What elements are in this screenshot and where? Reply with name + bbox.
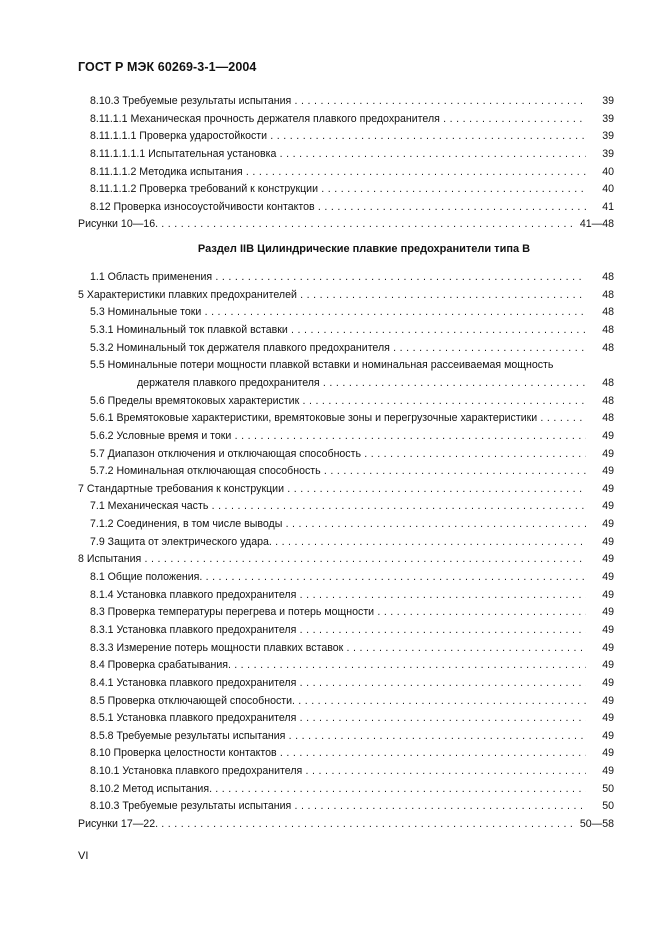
- toc-entry-page: 40: [602, 183, 614, 196]
- toc-block-2b: [78, 393, 614, 834]
- toc-entry-page: 49: [602, 765, 614, 778]
- toc-entry-title: 7.1.2 Соединения, в том числе выводы . . .: [90, 516, 586, 534]
- toc-entry-page: 40: [602, 165, 614, 178]
- toc-entry[interactable]: [78, 534, 614, 552]
- toc-entry-title: 8.5.8 Требуемые результаты испытания . . .: [90, 728, 586, 746]
- toc-entry-page: 39: [602, 112, 614, 125]
- toc-entry-page: 49: [602, 571, 614, 584]
- toc-entry[interactable]: [78, 816, 614, 834]
- toc-entry-title: 5 Характеристики плавких предохранителей . . .: [78, 287, 586, 305]
- toc-entry[interactable]: [78, 498, 614, 516]
- toc-entry-page: 49: [602, 429, 614, 442]
- toc-entry-page: 49: [602, 729, 614, 742]
- toc-entry-title: 5.6 Пределы времятоковых характеристик . . .: [90, 393, 586, 411]
- toc-entry-title: 8.10.1 Установка плавкого предохранителя . . .: [90, 763, 586, 781]
- toc-entry[interactable]: [78, 128, 614, 146]
- toc-entry-page: 39: [602, 95, 614, 107]
- toc-entry-title: 8.4 Проверка срабатывания. . . .: [90, 657, 586, 675]
- toc-entry[interactable]: [78, 710, 614, 728]
- toc-entry-page: 48: [602, 394, 614, 407]
- toc-entry-page: 41—48: [579, 218, 614, 231]
- toc-entry[interactable]: [78, 587, 614, 605]
- toc-entry-title: 8.5 Проверка отключающей способности. . . .: [90, 693, 586, 711]
- toc-entry[interactable]: [78, 551, 614, 569]
- toc-entry-page: 49: [602, 553, 614, 566]
- toc-entry[interactable]: [78, 111, 614, 129]
- toc-entry-title: 8.10.3 Требуемые результаты испытания . . .: [90, 93, 586, 111]
- toc-entry[interactable]: [78, 693, 614, 711]
- toc-entry-page: 49: [602, 712, 614, 725]
- toc-entry-title: 7 Стандартные требования к конструкции . . .: [78, 481, 586, 499]
- toc-entry-line2: [78, 375, 614, 393]
- toc-entry-page: 48: [602, 412, 614, 425]
- toc-entry-page: 49: [602, 606, 614, 619]
- toc-entry-page: 49: [602, 676, 614, 689]
- toc-entry[interactable]: [78, 269, 614, 287]
- toc-entry[interactable]: [78, 393, 614, 411]
- toc-entry[interactable]: [78, 322, 614, 340]
- toc-entry-title: 8.4.1 Установка плавкого предохранителя . . .: [90, 675, 586, 693]
- toc-entry-title-line1: 5.5 Номинальные потери мощности плавкой вставки и номинальная рассеиваемая мощность: [90, 359, 554, 372]
- toc-entry[interactable]: [78, 146, 614, 164]
- toc-entry-title: 8.11.1.1.2 Проверка требований к конструкции . . .: [90, 181, 586, 199]
- toc-entry-title: 8.11.1.1.2 Методика испытания . . .: [90, 164, 586, 182]
- table-of-contents: [78, 93, 614, 834]
- toc-entry-title: 8.10 Проверка целостности контактов . . .: [90, 745, 586, 763]
- toc-entry[interactable]: [78, 657, 614, 675]
- toc-entry-title: 8.3.1 Установка плавкого предохранителя . . .: [90, 622, 586, 640]
- toc-entry-title: 8.10.2 Метод испытания. . . .: [90, 781, 586, 799]
- toc-entry-page: 39: [602, 130, 614, 143]
- page-number: VI: [78, 850, 89, 862]
- toc-entry-title: 8.5.1 Установка плавкого предохранителя . . .: [90, 710, 586, 728]
- toc-entry[interactable]: [78, 763, 614, 781]
- toc-entry-page: 49: [602, 482, 614, 495]
- toc-entry-title: 8.11.1.1.1.1 Испытательная установка . . .: [90, 146, 586, 164]
- toc-entry[interactable]: [78, 410, 614, 428]
- toc-entry-page: 49: [602, 641, 614, 654]
- toc-entry-title: 5.6.2 Условные время и токи . . .: [90, 428, 586, 446]
- toc-entry-title: 8 Испытания . . .: [78, 551, 586, 569]
- toc-entry[interactable]: [78, 446, 614, 464]
- toc-entry-title: 8.3 Проверка температуры перегрева и потерь мощности . . .: [90, 604, 586, 622]
- toc-entry[interactable]: [78, 164, 614, 182]
- toc-entry-page: 49: [602, 623, 614, 636]
- toc-entry-page: 48: [602, 341, 614, 354]
- toc-entry-page: 49: [602, 465, 614, 478]
- toc-entry[interactable]: [78, 428, 614, 446]
- toc-entry[interactable]: [78, 463, 614, 481]
- toc-entry-page: 49: [602, 747, 614, 760]
- toc-entry[interactable]: [78, 516, 614, 534]
- toc-entry-page: 49: [602, 659, 614, 672]
- toc-entry-wrapped[interactable]: [78, 357, 614, 392]
- toc-entry-title: 1.1 Область применения . . .: [90, 269, 586, 287]
- toc-entry-title: 8.12 Проверка износоустойчивости контактов . . .: [90, 199, 586, 217]
- toc-entry[interactable]: [78, 745, 614, 763]
- toc-entry-title: Рисунки 10—16. . . .: [78, 216, 574, 234]
- toc-entry-title: 5.7.2 Номинальная отключающая способность . . .: [90, 463, 586, 481]
- toc-entry-title: 5.7 Диапазон отключения и отключающая способность . . .: [90, 446, 586, 464]
- toc-entry[interactable]: [78, 304, 614, 322]
- toc-entry-page: 49: [602, 500, 614, 513]
- toc-entry-title: 5.3.1 Номинальный ток плавкой вставки . . .: [90, 322, 586, 340]
- toc-entry[interactable]: [78, 481, 614, 499]
- toc-entry-title: 5.3 Номинальные токи . . .: [90, 304, 586, 322]
- section-title: Раздел IIB Цилиндрические плавкие предохранители типа В: [197, 243, 531, 256]
- toc-entry-title: 8.3.3 Измерение потерь мощности плавких вставок . . .: [90, 640, 586, 658]
- toc-entry-page: 49: [602, 535, 614, 548]
- toc-entry-title: 8.10.3 Требуемые результаты испытания . . .: [90, 798, 586, 816]
- document-header: ГОСТ Р МЭК 60269-3-1—2004: [78, 60, 257, 74]
- toc-entry-title-line2: держателя плавкого предохранителя . . .: [137, 375, 586, 393]
- toc-entry-page: 50—58: [579, 817, 614, 830]
- toc-entry-title: 8.11.1.1 Механическая прочность держателя плавкого предохранителя . . .: [90, 111, 586, 129]
- toc-entry[interactable]: [78, 781, 614, 799]
- toc-entry[interactable]: [78, 728, 614, 746]
- toc-entry[interactable]: [78, 675, 614, 693]
- toc-entry[interactable]: [78, 340, 614, 358]
- toc-entry-title: 5.3.2 Номинальный ток держателя плавкого предохранителя . . .: [90, 340, 586, 358]
- toc-entry-page: 49: [602, 694, 614, 707]
- toc-block-2a: [78, 269, 614, 357]
- toc-entry-page: 48: [602, 324, 614, 337]
- toc-entry-title: 8.1.4 Установка плавкого предохранителя . . .: [90, 587, 586, 605]
- toc-entry-page: 48: [602, 288, 614, 301]
- toc-entry[interactable]: [78, 93, 614, 111]
- toc-entry[interactable]: [78, 199, 614, 217]
- toc-entry-title: 8.1 Общие положения. . . .: [90, 569, 586, 587]
- toc-entry-page: 48: [602, 306, 614, 319]
- toc-entry-title: 7.1 Механическая часть . . .: [90, 498, 586, 516]
- toc-entry-page: 41: [602, 200, 614, 213]
- toc-entry-title: 5.6.1 Времятоковые характеристики, времятоковые зоны и перегрузочные характеристики . . .: [90, 410, 586, 428]
- toc-entry[interactable]: [78, 604, 614, 622]
- toc-entry-page: 48: [602, 376, 614, 389]
- toc-entry[interactable]: [78, 798, 614, 816]
- toc-entry-title: Рисунки 17—22. . . .: [78, 816, 574, 834]
- toc-block-1: [78, 93, 614, 234]
- toc-entry[interactable]: [78, 640, 614, 658]
- toc-entry-page: 50: [602, 800, 614, 813]
- toc-entry-page: 49: [602, 588, 614, 601]
- toc-entry-title: 7.9 Защита от электрического удара. . . .: [90, 534, 586, 552]
- toc-entry-page: 39: [602, 147, 614, 160]
- toc-entry[interactable]: [78, 622, 614, 640]
- toc-entry-page: 49: [602, 518, 614, 531]
- toc-entry-page: 50: [602, 782, 614, 795]
- toc-entry[interactable]: [78, 287, 614, 305]
- toc-entry-title: 8.11.1.1.1 Проверка ударостойкости . . .: [90, 128, 586, 146]
- toc-entry[interactable]: [78, 216, 614, 234]
- toc-entry[interactable]: [78, 569, 614, 587]
- toc-entry-page: 48: [602, 271, 614, 284]
- toc-entry-page: 49: [602, 447, 614, 460]
- toc-entry[interactable]: [78, 181, 614, 199]
